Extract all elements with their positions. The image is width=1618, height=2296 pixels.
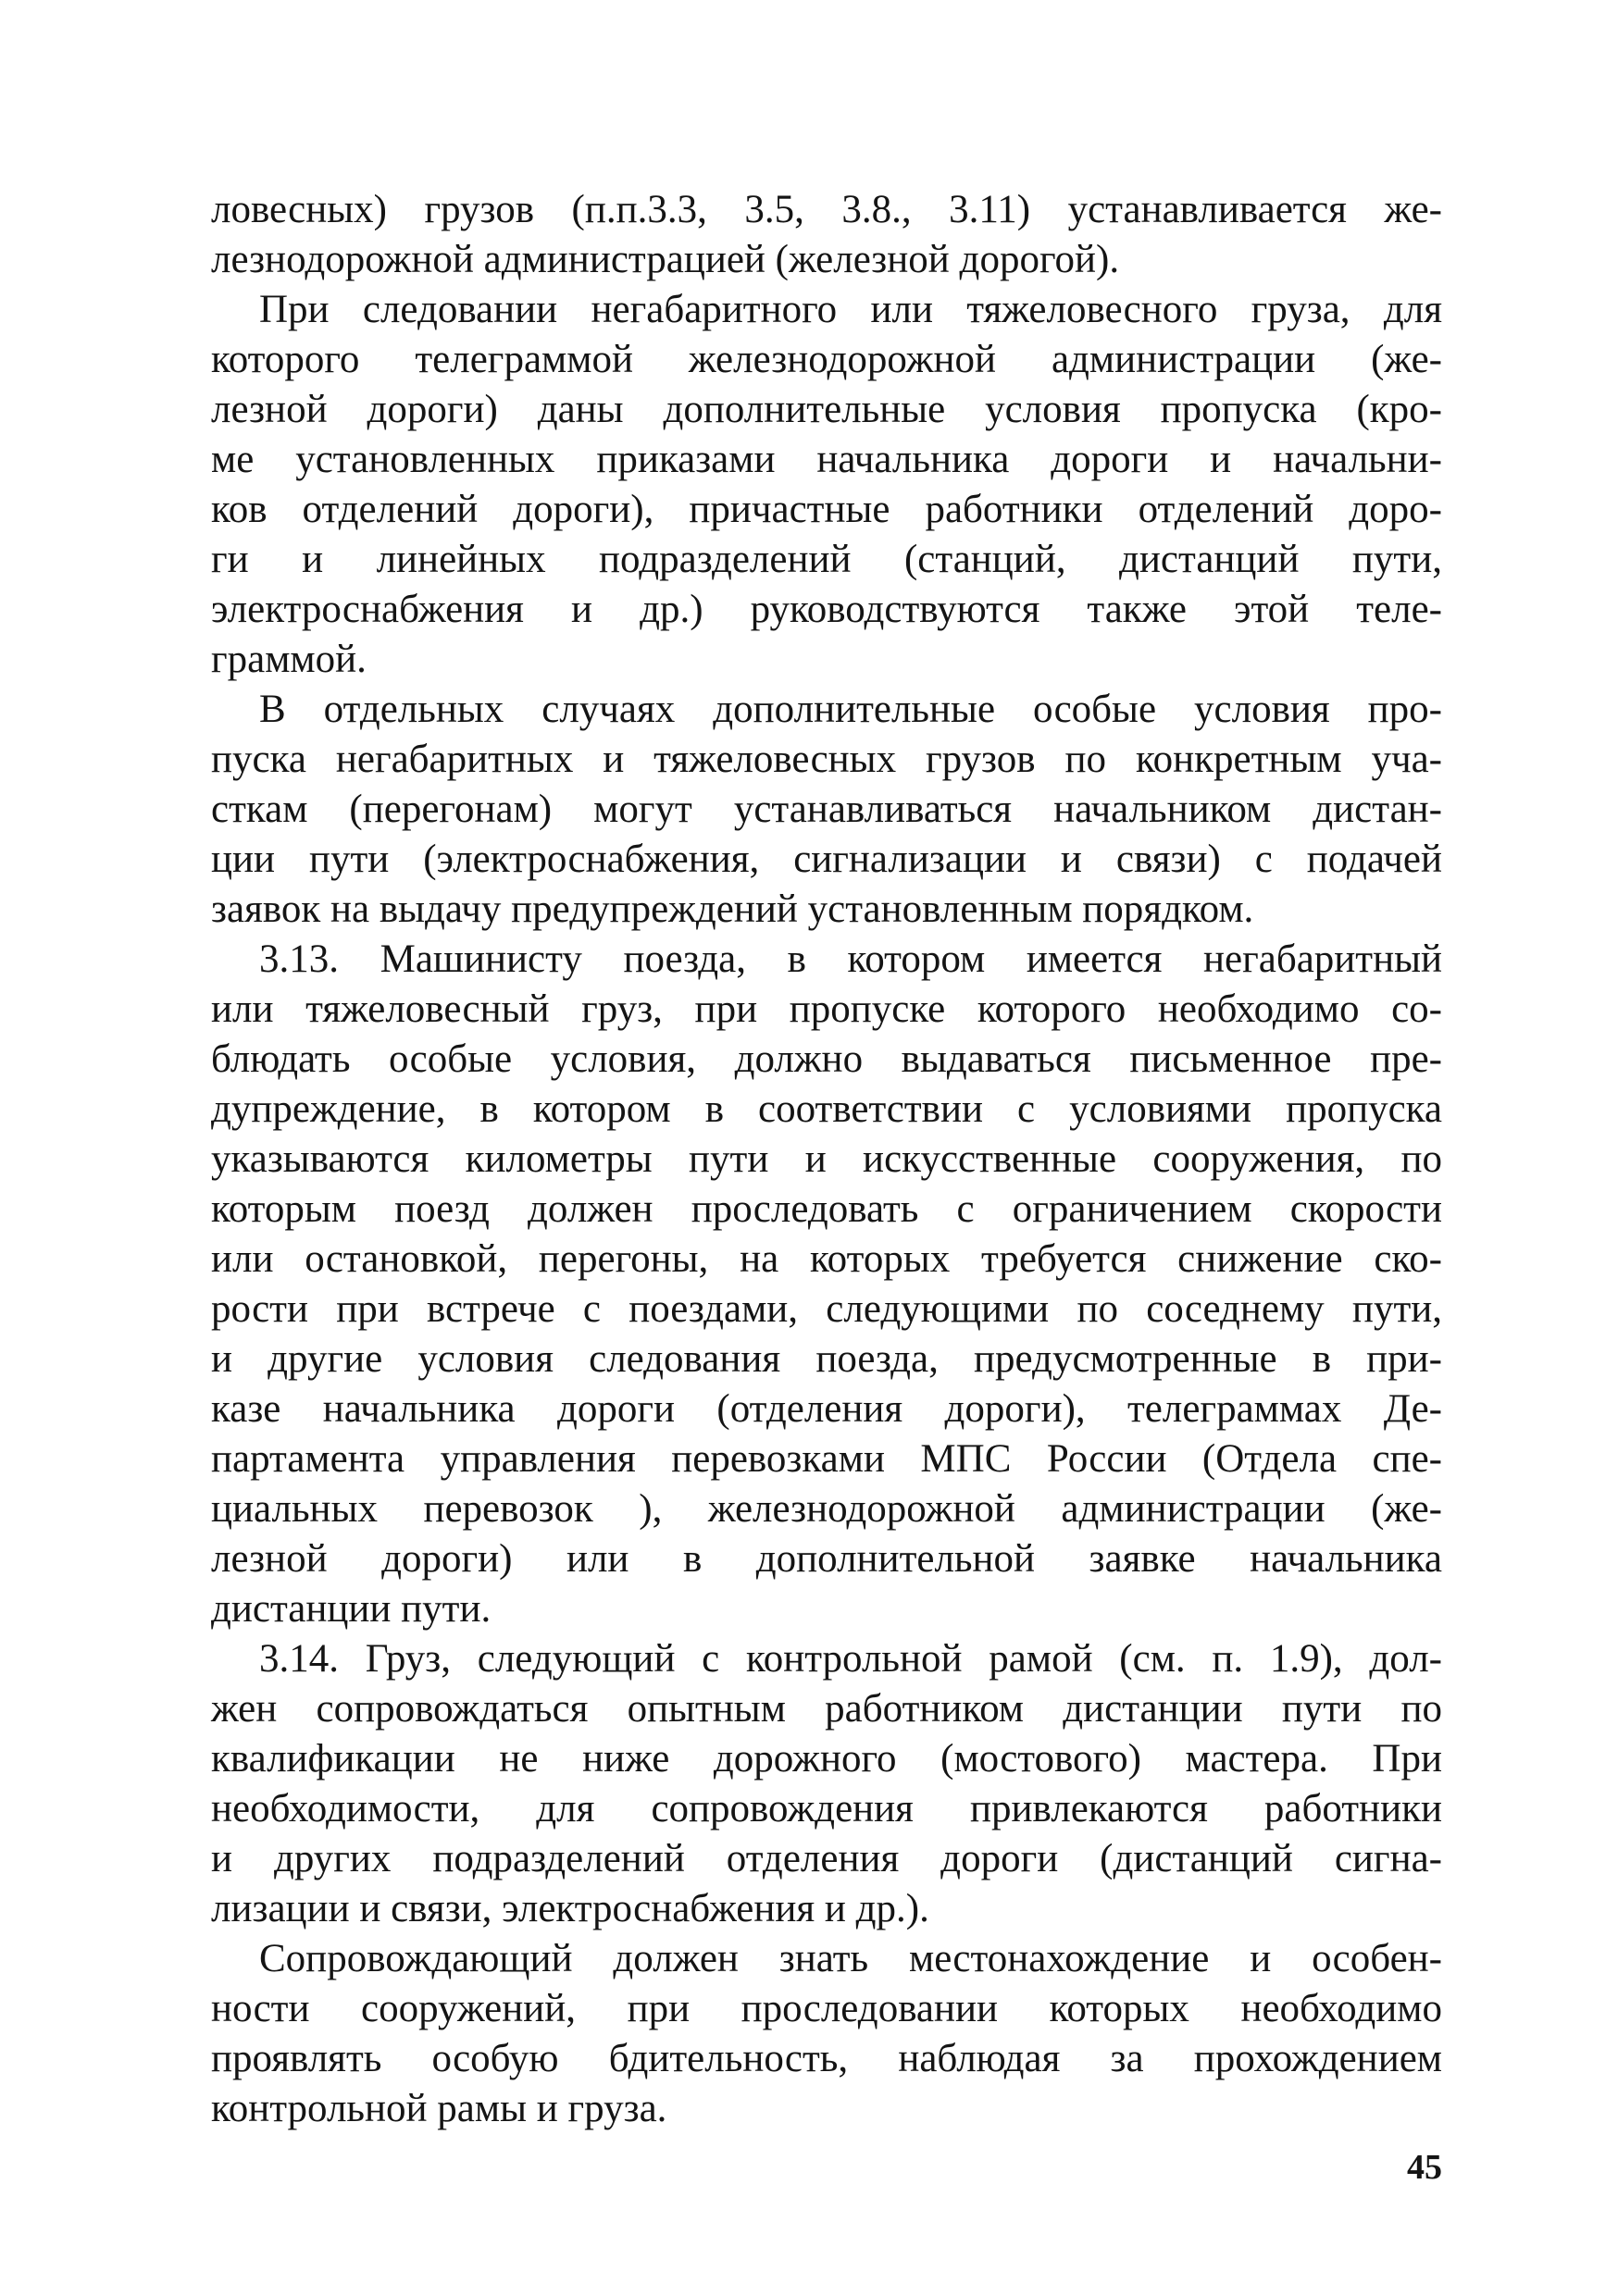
text-line: 3.14. Груз, следующий с контрольной рамой (см. п. 1.9), дол-: [259, 1637, 1442, 1681]
text-line: лизации и связи, электроснабжения и др.).: [211, 1887, 929, 1930]
text-line: сткам (перегонам) могут устанавливаться начальником дистан-: [211, 788, 1442, 831]
paragraph: [211, 685, 1442, 935]
text-line: казе начальника дороги (отделения дороги), телеграммах Де-: [211, 1387, 1442, 1431]
text-line: пуска негабаритных и тяжеловесных грузов по конкретным уча-: [211, 738, 1442, 781]
text-line: указываются километры пути и искусственные сооружения, по: [211, 1137, 1442, 1181]
text-line: 3.13. Машинисту поезда, в котором имеется негабаритный: [259, 937, 1442, 981]
text-line: и другие условия следования поезда, предусмотренные в при-: [211, 1337, 1442, 1381]
text-line: ков отделений дороги), причастные работники отделений доро-: [211, 488, 1442, 531]
text-line: дупреждение, в котором в соответствии с условиями пропуска: [211, 1087, 1442, 1131]
text-line: Сопровождающий должен знать местонахождение и особен-: [259, 1937, 1442, 1980]
text-line: жен сопровождаться опытным работником дистанции пути по: [211, 1687, 1442, 1731]
paragraph: [211, 185, 1442, 285]
paragraph: [211, 1934, 1442, 2134]
text-line: лезной дороги) даны дополнительные условия пропуска (кро-: [211, 388, 1442, 431]
text-line: контрольной рамы и груза.: [211, 2087, 667, 2130]
text-line: проявлять особую бдительность, наблюдая за прохождением: [211, 2037, 1442, 2080]
page-number: 45: [1407, 2148, 1442, 2187]
text-line: электроснабжения и др.) руководствуются также этой теле-: [211, 588, 1442, 631]
text-line: которого телеграммой железнодорожной администрации (же-: [211, 338, 1442, 381]
text-line: ции пути (электроснабжения, сигнализации и связи) с подачей: [211, 838, 1442, 881]
text-line: или тяжеловесный груз, при пропуске которого необходимо со-: [211, 987, 1442, 1031]
text-line: ности сооружений, при проследовании которых необходимо: [211, 1987, 1442, 2030]
text-line: При следовании негабаритного или тяжеловесного груза, для: [259, 288, 1442, 331]
text-line: ловесных) грузов (п.п.3.3, 3.5, 3.8., 3.11) устанавливается же-: [211, 188, 1442, 231]
text-line: циальных перевозок ), железнодорожной администрации (же-: [211, 1487, 1442, 1531]
paragraph: [211, 935, 1442, 1634]
paragraph: [211, 1634, 1442, 1934]
text-line: лезной дороги) или в дополнительной заявке начальника: [211, 1537, 1442, 1581]
text-line: ме установленных приказами начальника дороги и начальни-: [211, 438, 1442, 481]
text-line: необходимости, для сопровождения привлекаются работники: [211, 1787, 1442, 1831]
text-line: квалификации не ниже дорожного (мостового) мастера. При: [211, 1737, 1442, 1781]
text-line: дистанции пути.: [211, 1587, 492, 1631]
page-body: [211, 185, 1442, 2134]
text-line: блюдать особые условия, должно выдаваться письменное пре-: [211, 1037, 1442, 1081]
text-line: и других подразделений отделения дороги (дистанций сигна-: [211, 1837, 1442, 1880]
paragraph: [211, 285, 1442, 685]
text-line: лезнодорожной администрацией (железной дорогой).: [211, 238, 1120, 281]
text-line: граммой.: [211, 638, 367, 681]
text-line: заявок на выдачу предупреждений установленным порядком.: [211, 887, 1254, 931]
text-line: ги и линейных подразделений (станций, дистанций пути,: [211, 538, 1442, 581]
text-line: В отдельных случаях дополнительные особые условия про-: [259, 688, 1442, 731]
text-line: или остановкой, перегоны, на которых требуется снижение ско-: [211, 1237, 1442, 1281]
text-line: которым поезд должен проследовать с ограничением скорости: [211, 1187, 1442, 1231]
text-line: партамента управления перевозками МПС России (Отдела спе-: [211, 1437, 1442, 1481]
text-line: рости при встрече с поездами, следующими по соседнему пути,: [211, 1287, 1442, 1331]
